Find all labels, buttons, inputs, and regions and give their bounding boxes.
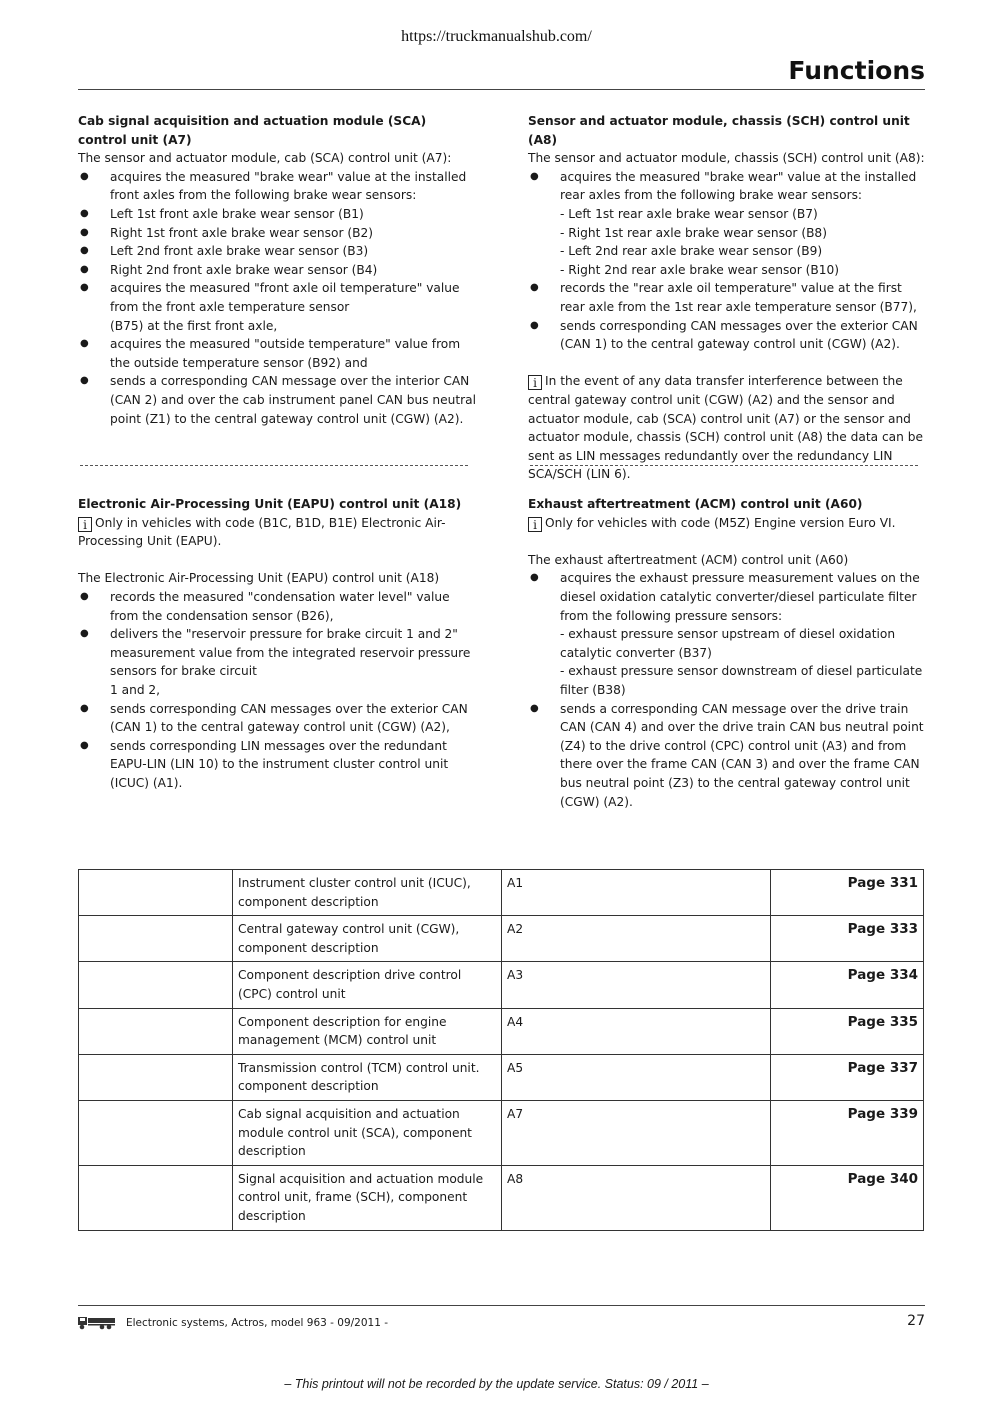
source-url[interactable]: https://truckmanualshub.com/	[401, 28, 592, 45]
acm-section	[528, 495, 926, 811]
list-item	[528, 168, 926, 280]
table-row	[79, 1165, 924, 1230]
page-reference-cell[interactable]: Page 333	[771, 916, 924, 962]
blank-cell	[79, 1165, 233, 1230]
list-item-text: acquires the measured "brake wear" value at the installed rear axles from the following brake wear sensors:	[560, 169, 917, 203]
list-item: ● sends a corresponding CAN message over the drive train CAN (CAN 4) and over the drive train CAN bus neutral point (Z4) to the drive control (CPC) control unit (A3) and from there over the frame CAN (CAN 3) and over the frame CAN bus neutral point (Z3) to the central gateway control unit (CGW) (A2).	[528, 700, 926, 812]
list-item: ● sends corresponding LIN messages over the redundant EAPU-LIN (LIN 10) to the instrument cluster control unit (ICUC) (A1).	[78, 737, 476, 793]
page-reference-cell[interactable]: Page 339	[771, 1100, 924, 1165]
description-cell: Transmission control (TCM) control unit. component description	[233, 1054, 502, 1100]
section-divider	[530, 465, 918, 466]
list-item: ● records the "rear axle oil temperature" value at the first rear axle from the 1st rear axle temperature sensor (B77),	[528, 279, 926, 316]
description-cell: Component description drive control (CPC) control unit	[233, 962, 502, 1008]
page-reference-cell[interactable]: Page 340	[771, 1165, 924, 1230]
list-item: ● sends a corresponding CAN message over the interior CAN (CAN 2) and over the cab instrument panel CAN bus neutral point (Z1) to the central gateway control unit (CGW) (A2).	[78, 372, 476, 428]
eapu-list	[78, 588, 476, 793]
acm-intro: The exhaust aftertreatment (ACM) control unit (A60)	[528, 552, 849, 567]
note-text: Only for vehicles with code (M5Z) Engine version Euro VI.	[545, 515, 896, 530]
list-item-text: delivers the "reservoir pressure for brake circuit 1 and 2" measurement value from the integrated reservoir pressure sensors for brake circuit	[110, 627, 471, 679]
table-row	[79, 1054, 924, 1100]
page-reference-cell[interactable]: Page 337	[771, 1054, 924, 1100]
list-item: ● sends corresponding CAN messages over the exterior CAN (CAN 1) to the central gateway control unit (CGW) (A2),	[78, 700, 476, 737]
blank-cell	[79, 916, 233, 962]
table-body	[79, 870, 924, 1231]
blank-cell	[79, 962, 233, 1008]
sch-list	[528, 168, 926, 354]
table-row	[79, 1100, 924, 1165]
sca-intro: The sensor and actuator module, cab (SCA) control unit (A7):	[78, 151, 452, 166]
sub-item: - Left 1st rear axle brake wear sensor (B7)	[560, 206, 818, 221]
code-cell: A8	[502, 1165, 771, 1230]
table-row	[79, 962, 924, 1008]
acm-list	[528, 569, 926, 811]
sca-heading: Cab signal acquisition and actuation module (SCA) control unit (A7)	[78, 114, 427, 147]
footer-divider	[78, 1305, 925, 1306]
description-cell: Component description for engine management (MCM) control unit	[233, 1008, 502, 1054]
sub-item: - Right 2nd rear axle brake wear sensor (B10)	[560, 262, 840, 277]
sch-intro: The sensor and actuator module, chassis (SCH) control unit (A8):	[528, 151, 925, 166]
disclaimer: – This printout will not be recorded by the update service. Status: 09 / 2011 –	[284, 1377, 709, 1391]
blank-cell	[79, 1100, 233, 1165]
table-row	[79, 1008, 924, 1054]
list-item-continuation: 1 and 2,	[110, 682, 161, 697]
sch-section	[528, 112, 926, 484]
list-item: ● acquires the measured "outside temperature" value from the outside temperature sensor (B92) and	[78, 335, 476, 372]
eapu-intro: The Electronic Air-Processing Unit (EAPU) control unit (A18)	[78, 571, 440, 586]
blank-cell	[79, 1008, 233, 1054]
code-cell: A1	[502, 870, 771, 916]
sch-heading: Sensor and actuator module, chassis (SCH) control unit (A8)	[528, 114, 910, 147]
spacer	[78, 551, 476, 570]
description-cell: Signal acquisition and actuation module control unit, frame (SCH), component description	[233, 1165, 502, 1230]
info-icon: i	[528, 375, 542, 390]
code-cell: A7	[502, 1100, 771, 1165]
info-icon: i	[78, 517, 92, 532]
table-row	[79, 870, 924, 916]
list-item-continuation: (B75) at the first front axle,	[110, 318, 278, 333]
list-item-text: acquires the exhaust pressure measurement values on the diesel oxidation catalytic converter/diesel particulate filter from the following pressure sensors:	[560, 571, 920, 623]
note-text: In the event of any data transfer interference between the central gateway control unit (CGW) (A2) and the sensor and actuator module, cab (SCA) control unit (A7) or the sensor and actuator module, chassis (SCH) control unit (A8) the data can be sent as LIN messages redundantly over the redundancy LIN SCA/SCH (LIN 6).	[528, 374, 923, 482]
list-item: ● records the measured "condensation water level" value from the condensation sensor (B26),	[78, 588, 476, 625]
page-number: 27	[907, 1313, 925, 1329]
sch-note	[528, 372, 926, 484]
spacer	[528, 354, 926, 373]
sca-section	[78, 112, 476, 428]
list-item: ● Left 2nd front axle brake wear sensor (B3)	[78, 242, 476, 261]
sca-list	[78, 168, 476, 428]
truck-icon	[78, 1314, 116, 1330]
spacer	[528, 532, 926, 551]
description-cell: Central gateway control unit (CGW), component description	[233, 916, 502, 962]
list-item	[78, 625, 476, 699]
page-title: Functions	[788, 56, 925, 85]
acm-note	[528, 514, 926, 533]
eapu-heading: Electronic Air-Processing Unit (EAPU) control unit (A18)	[78, 497, 462, 511]
eapu-section	[78, 495, 476, 793]
list-item: ● Left 1st front axle brake wear sensor (B1)	[78, 205, 476, 224]
list-item	[528, 569, 926, 699]
code-cell: A4	[502, 1008, 771, 1054]
list-item: ● acquires the measured "brake wear" value at the installed front axles from the following brake wear sensors:	[78, 168, 476, 205]
sub-item: - exhaust pressure sensor upstream of diesel oxidation catalytic converter (B37)	[560, 627, 896, 660]
list-item: ● sends corresponding CAN messages over the exterior CAN (CAN 1) to the central gateway control unit (CGW) (A2).	[528, 317, 926, 354]
info-icon: i	[528, 517, 542, 532]
sub-item: - Right 1st rear axle brake wear sensor (B8)	[560, 225, 827, 240]
footer-text: Electronic systems, Actros, model 963 - 09/2011 -	[126, 1317, 389, 1329]
list-item	[78, 279, 476, 335]
acm-heading: Exhaust aftertreatment (ACM) control unit (A60)	[528, 497, 863, 511]
blank-cell	[79, 870, 233, 916]
code-cell: A5	[502, 1054, 771, 1100]
description-cell: Cab signal acquisition and actuation module control unit (SCA), component description	[233, 1100, 502, 1165]
description-cell: Instrument cluster control unit (ICUC), component description	[233, 870, 502, 916]
list-item-text: acquires the measured "front axle oil temperature" value from the front axle temperature sensor	[110, 281, 460, 314]
table-row	[79, 916, 924, 962]
list-item: ● Right 1st front axle brake wear sensor (B2)	[78, 224, 476, 243]
note-text: Only in vehicles with code (B1C, B1D, B1E) Electronic Air-Processing Unit (EAPU).	[78, 515, 446, 549]
blank-cell	[79, 1054, 233, 1100]
code-cell: A2	[502, 916, 771, 962]
page-reference-cell[interactable]: Page 334	[771, 962, 924, 1008]
component-reference-table	[78, 869, 924, 1231]
page-reference-cell[interactable]: Page 335	[771, 1008, 924, 1054]
header-divider	[78, 89, 925, 90]
list-item: ● Right 2nd front axle brake wear sensor (B4)	[78, 261, 476, 280]
page-reference-cell[interactable]: Page 331	[771, 870, 924, 916]
code-cell: A3	[502, 962, 771, 1008]
eapu-note	[78, 514, 476, 551]
section-divider	[80, 465, 468, 466]
sub-item: - Left 2nd rear axle brake wear sensor (B9)	[560, 244, 823, 259]
sub-item: - exhaust pressure sensor downstream of diesel particulate filter (B38)	[560, 664, 923, 697]
